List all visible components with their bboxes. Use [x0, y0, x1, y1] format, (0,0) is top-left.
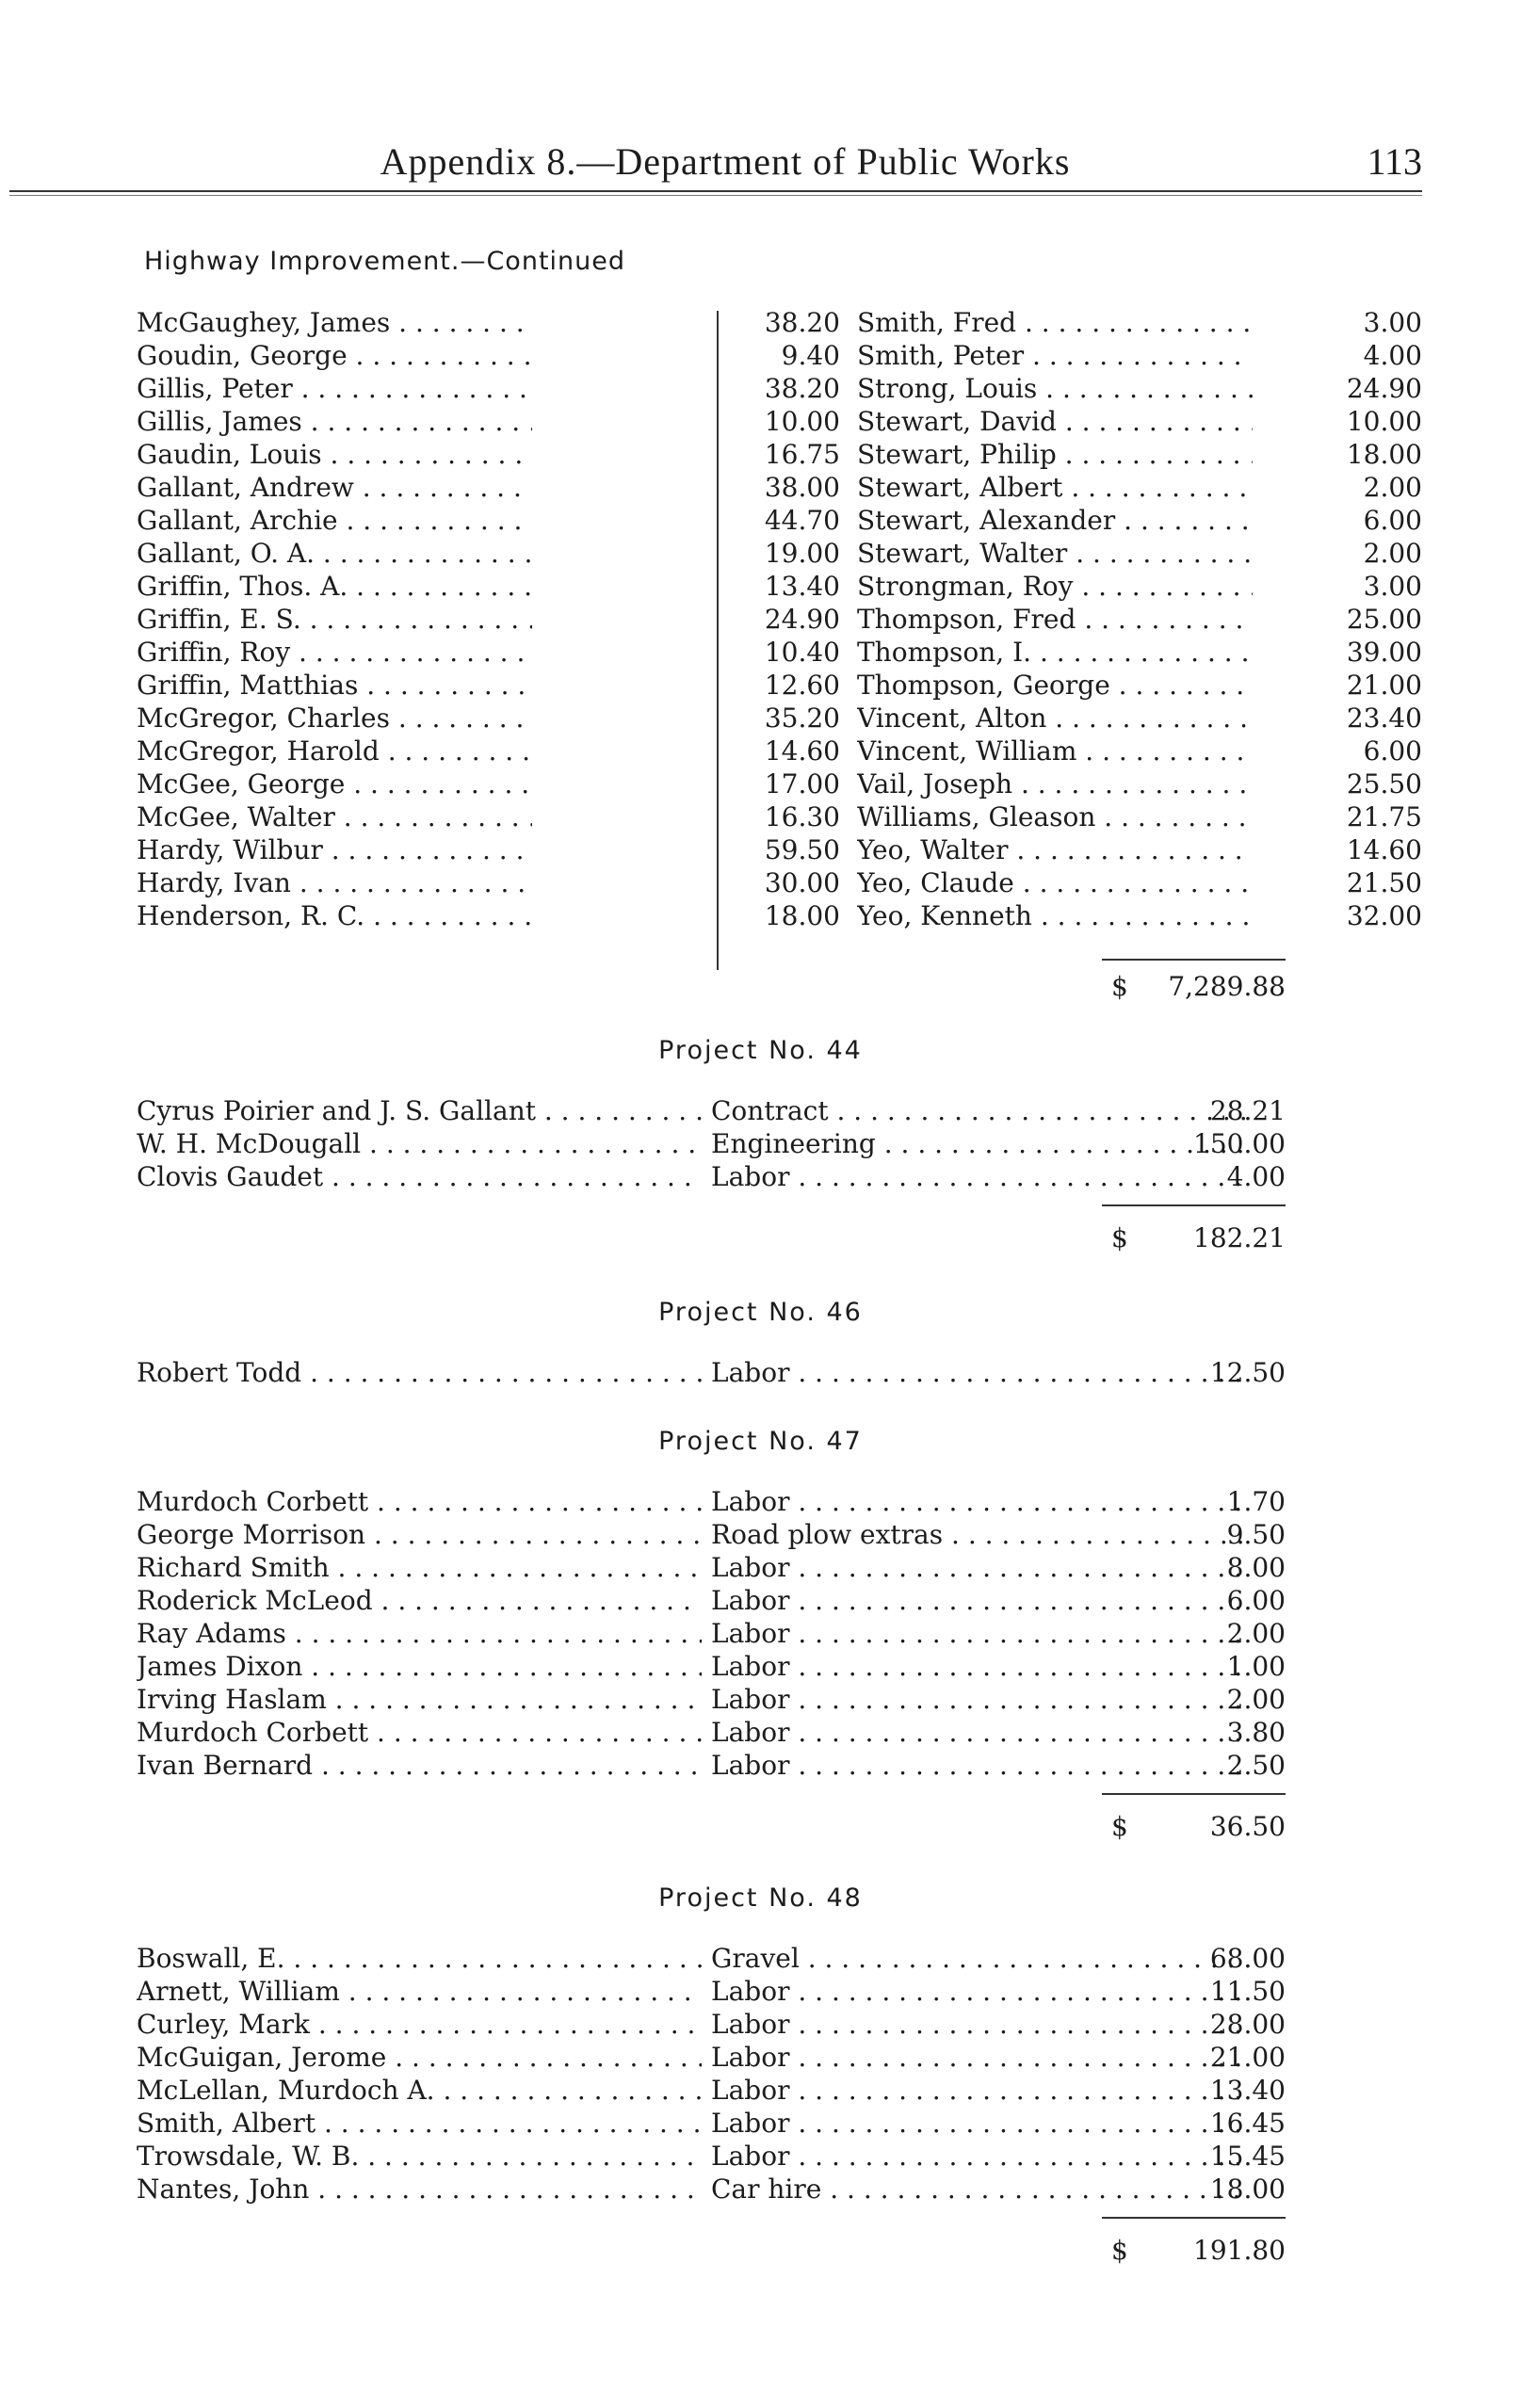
project-payee-name: Nantes, John . . .	[137, 2173, 702, 2206]
ledger-row	[137, 735, 1427, 768]
running-head-title: Appendix 8.—Department of Public Works	[380, 140, 1071, 183]
left-payee-name: Griffin, Thos. A. . . .	[137, 570, 532, 603]
ledger-row	[137, 768, 1427, 800]
project-item-description: Car hire . . .	[711, 2173, 1248, 2206]
left-payee-name: Hardy, Wilbur . . .	[137, 833, 532, 866]
ledger-row	[137, 570, 1427, 603]
ledger-row	[137, 405, 1427, 438]
project-item-amount: 1.70	[1226, 1486, 1286, 1517]
project-row	[137, 1094, 1286, 1127]
left-payee-name: Hardy, Ivan . . .	[137, 866, 532, 899]
project-item-description: Labor . . .	[711, 1683, 1248, 1716]
project-item-description: Labor . . .	[711, 2140, 1248, 2173]
left-payee-amount: 30.00	[764, 867, 840, 898]
left-payee-name: McGregor, Charles . . .	[137, 702, 532, 735]
right-payee-name: Vincent, Alton . . .	[857, 702, 1253, 735]
right-payee-amount: 2.00	[1363, 472, 1422, 503]
total-currency-symbol: $	[1111, 2235, 1128, 2266]
column-divider	[717, 311, 719, 970]
project-item-description: Labor . . .	[711, 1650, 1248, 1683]
right-payee-amount: 4.00	[1363, 340, 1422, 371]
project-total-rule	[1102, 1204, 1286, 1206]
ledger-row	[137, 537, 1427, 570]
right-payee-name: Stewart, Alexander . . .	[857, 504, 1253, 537]
right-payee-name: Thompson, George . . .	[857, 669, 1253, 702]
left-payee-name: Gaudin, Louis . . .	[137, 438, 532, 471]
ledger-row	[137, 372, 1427, 405]
right-payee-name: Stewart, Walter . . .	[857, 537, 1253, 570]
project-payee-name: W. H. McDougall . . .	[137, 1127, 702, 1160]
total-amount: 36.50	[1209, 1811, 1286, 1842]
right-payee-amount: 32.00	[1346, 900, 1422, 931]
right-payee-name: Stewart, David . . .	[857, 405, 1253, 438]
ledger-row	[137, 504, 1427, 537]
project-row	[137, 1127, 1286, 1160]
ledger-row	[137, 833, 1427, 866]
project-title: Project No. 44	[658, 1036, 863, 1065]
project-payee-name: Murdoch Corbett . . .	[137, 1716, 702, 1749]
left-payee-amount: 10.40	[764, 637, 840, 668]
total-currency-symbol: $	[1111, 971, 1128, 1002]
right-payee-amount: 23.40	[1346, 703, 1422, 734]
project-item-description: Labor . . .	[711, 1716, 1248, 1749]
project-item-amount: 15.45	[1209, 2141, 1286, 2172]
project-payee-name: Roderick McLeod . . .	[137, 1584, 702, 1617]
ledger-row	[137, 603, 1427, 636]
project-item-description: Gravel . . .	[711, 1942, 1248, 1975]
right-payee-amount: 21.75	[1346, 801, 1422, 832]
project-row	[137, 2140, 1286, 2173]
header-rule	[9, 190, 1422, 196]
project-total	[1111, 1221, 1286, 1254]
project-row	[137, 1975, 1286, 2008]
project-item-description: Labor . . .	[711, 1485, 1248, 1518]
right-payee-amount: 2.00	[1363, 538, 1422, 569]
left-payee-name: Gillis, James . . .	[137, 405, 532, 438]
left-payee-name: Gillis, Peter . . .	[137, 372, 532, 405]
project-item-description: Labor . . .	[711, 1617, 1248, 1650]
project-payee-name: Clovis Gaudet . . .	[137, 1160, 702, 1193]
project-row	[137, 2173, 1286, 2206]
project-title: Project No. 48	[658, 1883, 863, 1913]
project-row	[137, 1942, 1286, 1975]
left-payee-name: Gallant, O. A. . . .	[137, 537, 532, 570]
project-row	[137, 1485, 1286, 1518]
project-row	[137, 1650, 1286, 1683]
project-row	[137, 2008, 1286, 2041]
project-item-description: Labor . . .	[711, 1975, 1248, 2008]
left-payee-name: Griffin, Matthias . . .	[137, 669, 532, 702]
right-payee-name: Yeo, Claude . . .	[857, 866, 1253, 899]
project-row	[137, 1160, 1286, 1193]
project-item-description: Labor . . .	[711, 1584, 1248, 1617]
right-payee-name: Thompson, I. . . .	[857, 636, 1253, 669]
project-payee-name: Robert Todd . . .	[137, 1356, 702, 1389]
project-payee-name: James Dixon . . .	[137, 1650, 702, 1683]
project-title: Project No. 46	[658, 1298, 863, 1327]
project-item-amount: 13.40	[1209, 2075, 1286, 2106]
project-item-amount: 2.50	[1226, 1750, 1286, 1781]
right-payee-amount: 10.00	[1346, 406, 1422, 437]
project-payee-name: Irving Haslam . . .	[137, 1683, 702, 1716]
left-payee-name: Goudin, George . . .	[137, 339, 532, 372]
left-payee-amount: 14.60	[764, 735, 840, 767]
project-item-amount: 68.00	[1209, 1943, 1286, 1974]
project-row	[137, 1551, 1286, 1584]
project-row	[137, 2041, 1286, 2074]
left-payee-name: Henderson, R. C. . . .	[137, 899, 532, 932]
left-payee-amount: 38.00	[764, 472, 840, 503]
project-item-amount: 16.45	[1209, 2108, 1286, 2139]
project-item-amount: 28.00	[1209, 2009, 1286, 2040]
right-payee-amount: 6.00	[1363, 505, 1422, 536]
highway-total-rule	[1102, 959, 1286, 961]
right-payee-amount: 25.50	[1346, 768, 1422, 800]
right-payee-name: Vincent, William . . .	[857, 735, 1253, 768]
project-row	[137, 1356, 1286, 1389]
right-payee-amount: 3.00	[1363, 307, 1422, 338]
total-currency-symbol: $	[1111, 1811, 1128, 1842]
left-payee-amount: 17.00	[764, 768, 840, 800]
right-payee-amount: 21.50	[1346, 867, 1422, 898]
project-row	[137, 2074, 1286, 2107]
right-payee-amount: 39.00	[1346, 637, 1422, 668]
page-header	[330, 139, 1422, 186]
left-payee-amount: 12.60	[764, 670, 840, 701]
right-payee-name: Stewart, Albert . . .	[857, 471, 1253, 504]
right-payee-amount: 24.90	[1346, 373, 1422, 404]
ledger-row	[137, 702, 1427, 735]
left-payee-amount: 24.90	[764, 604, 840, 635]
project-item-amount: 2.00	[1226, 1684, 1286, 1715]
total-currency-symbol: $	[1111, 1222, 1128, 1253]
right-payee-name: Smith, Fred . . .	[857, 306, 1253, 339]
project-item-amount: 11.50	[1209, 1976, 1286, 2007]
project-payee-name: Murdoch Corbett . . .	[137, 1485, 702, 1518]
left-payee-amount: 10.00	[764, 406, 840, 437]
right-payee-amount: 18.00	[1346, 439, 1422, 470]
project-total-rule	[1102, 2217, 1286, 2219]
left-payee-name: McGregor, Harold . . .	[137, 735, 532, 768]
total-amount: 191.80	[1193, 2235, 1286, 2266]
ledger-row	[137, 866, 1427, 899]
right-payee-name: Vail, Joseph . . .	[857, 768, 1253, 800]
project-payee-name: Arnett, William . . .	[137, 1975, 702, 2008]
page-number: 113	[1367, 140, 1422, 183]
project-row	[137, 2107, 1286, 2140]
project-item-description: Labor . . .	[711, 2074, 1248, 2107]
ledger-row	[137, 669, 1427, 702]
project-item-amount: 21.00	[1209, 2042, 1286, 2073]
project-total-rule	[1102, 1793, 1286, 1795]
project-payee-name: Ivan Bernard . . .	[137, 1749, 702, 1782]
project-item-description: Labor . . .	[711, 2008, 1248, 2041]
project-payee-name: McGuigan, Jerome . . .	[137, 2041, 702, 2074]
project-item-description: Contract . . .	[711, 1094, 1248, 1127]
project-payee-name: McLellan, Murdoch A. . . .	[137, 2074, 702, 2107]
project-item-description: Labor . . .	[711, 1160, 1248, 1193]
ledger-row	[137, 800, 1427, 833]
project-item-amount: 6.00	[1226, 1585, 1286, 1616]
left-payee-name: Gallant, Archie . . .	[137, 504, 532, 537]
left-payee-name: McGaughey, James . . .	[137, 306, 532, 339]
project-row	[137, 1584, 1286, 1617]
left-payee-amount: 38.20	[764, 307, 840, 338]
project-payee-name: Curley, Mark . . .	[137, 2008, 702, 2041]
project-item-amount: 1.00	[1226, 1651, 1286, 1682]
project-total	[1111, 2234, 1286, 2267]
left-payee-amount: 9.40	[781, 340, 840, 371]
right-payee-amount: 6.00	[1363, 735, 1422, 767]
left-payee-name: Griffin, Roy . . .	[137, 636, 532, 669]
project-item-description: Labor . . .	[711, 2107, 1248, 2140]
project-item-description: Labor . . .	[711, 1749, 1248, 1782]
right-payee-name: Stewart, Philip . . .	[857, 438, 1253, 471]
project-item-amount: 18.00	[1209, 2174, 1286, 2205]
project-row	[137, 1617, 1286, 1650]
project-payee-name: George Morrison . . .	[137, 1518, 702, 1551]
left-payee-amount: 44.70	[764, 505, 840, 536]
project-item-amount: 2.00	[1226, 1618, 1286, 1649]
total-amount: 182.21	[1193, 1222, 1286, 1253]
project-title: Project No. 47	[658, 1427, 863, 1456]
project-row	[137, 1683, 1286, 1716]
project-item-description: Labor . . .	[711, 1356, 1248, 1389]
project-payee-name: Cyrus Poirier and J. S. Gallant . . .	[137, 1094, 702, 1127]
project-total	[1111, 1810, 1286, 1843]
left-payee-name: Gallant, Andrew . . .	[137, 471, 532, 504]
left-payee-amount: 18.00	[764, 900, 840, 931]
left-payee-name: McGee, George . . .	[137, 768, 532, 800]
ledger-row	[137, 339, 1427, 372]
left-payee-amount: 16.30	[764, 801, 840, 832]
right-payee-amount: 14.60	[1346, 834, 1422, 865]
project-item-description: Labor . . .	[711, 1551, 1248, 1584]
left-payee-name: McGee, Walter . . .	[137, 800, 532, 833]
ledger-row	[137, 306, 1427, 339]
project-payee-name: Boswall, E. . . .	[137, 1942, 702, 1975]
left-payee-amount: 35.20	[764, 703, 840, 734]
project-payee-name: Smith, Albert . . .	[137, 2107, 702, 2140]
ledger-row	[137, 636, 1427, 669]
left-payee-amount: 19.00	[764, 538, 840, 569]
project-item-amount: 9.50	[1226, 1519, 1286, 1550]
right-payee-name: Strongman, Roy . . .	[857, 570, 1253, 603]
section-title: Highway Improvement.—Continued	[144, 247, 626, 276]
project-item-amount: 28.21	[1209, 1095, 1286, 1126]
project-item-description: Engineering . . .	[711, 1127, 1248, 1160]
right-payee-amount: 25.00	[1346, 604, 1422, 635]
left-payee-amount: 38.20	[764, 373, 840, 404]
project-item-description: Labor . . .	[711, 2041, 1248, 2074]
project-payee-name: Richard Smith . . .	[137, 1551, 702, 1584]
project-item-amount: 12.50	[1209, 1357, 1286, 1388]
total-amount: 7,289.88	[1168, 971, 1286, 1002]
right-payee-name: Strong, Louis . . .	[857, 372, 1253, 405]
ledger-row	[137, 899, 1427, 932]
project-item-amount: 150.00	[1193, 1128, 1286, 1159]
project-row	[137, 1716, 1286, 1749]
project-item-description: Road plow extras . . .	[711, 1518, 1248, 1551]
right-payee-amount: 3.00	[1363, 571, 1422, 602]
project-item-amount: 8.00	[1226, 1552, 1286, 1583]
left-payee-amount: 16.75	[764, 439, 840, 470]
project-payee-name: Ray Adams . . .	[137, 1617, 702, 1650]
project-item-amount: 3.80	[1226, 1717, 1286, 1748]
project-row	[137, 1749, 1286, 1782]
right-payee-amount: 21.00	[1346, 670, 1422, 701]
right-payee-name: Yeo, Kenneth . . .	[857, 899, 1253, 932]
right-payee-name: Smith, Peter . . .	[857, 339, 1253, 372]
highway-total	[1111, 970, 1286, 1003]
project-item-amount: 4.00	[1226, 1161, 1286, 1192]
project-row	[137, 1518, 1286, 1551]
right-payee-name: Yeo, Walter . . .	[857, 833, 1253, 866]
right-payee-name: Williams, Gleason . . .	[857, 800, 1253, 833]
project-payee-name: Trowsdale, W. B. . . .	[137, 2140, 702, 2173]
ledger-row	[137, 471, 1427, 504]
left-payee-amount: 59.50	[764, 834, 840, 865]
left-payee-amount: 13.40	[764, 571, 840, 602]
right-payee-name: Thompson, Fred . . .	[857, 603, 1253, 636]
ledger-row	[137, 438, 1427, 471]
left-payee-name: Griffin, E. S. . . .	[137, 603, 532, 636]
